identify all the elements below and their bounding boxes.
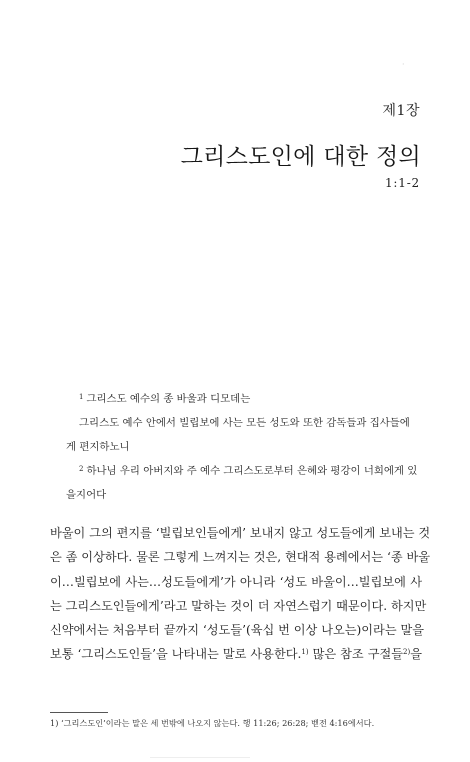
body-line: 이…빌립보에 사는…성도들에게’가 아니라 ‘성도 바울이…빌립보에 사: [50, 574, 422, 589]
scripture-line: [66, 387, 416, 411]
body-line: 바울이 그의 편지를 ‘빌립보인들에게’ 보내지 않고 성도들에게 보내는 것: [50, 526, 431, 540]
footnote-marker[interactable]: 2): [403, 648, 411, 657]
chapter-reference: 1:1-2: [384, 176, 420, 190]
body-line: 는 그리스도인들에게’라고 말하는 것이 더 자연스럽기 때문이다. 하지만: [50, 598, 427, 613]
scripture-text: 그리스도 예수 안에서 빌립보에 사는 모든 성도와 또한 감독들과 집사들에: [79, 417, 410, 429]
body-line: 신약에서는 처음부터 끝까지 ‘성도들’(육십 번 이상 나오는)이라는 말을: [50, 623, 425, 638]
scripture-line: [66, 435, 416, 459]
scripture-text: 게 편지하노니: [66, 441, 130, 453]
scripture-text: 하나님 우리 아버지와 주 예수 그리스도로부터 은혜와 평강이 너희에게 있: [86, 465, 418, 477]
body-line: 은 좀 이상하다. 물론 그렇게 느껴지는 것은, 현대적 용례에서는 ‘종 바울: [50, 550, 431, 565]
body-text-segment: 을: [410, 647, 422, 662]
verse-number: 2: [79, 465, 84, 473]
scripture-line: [66, 483, 416, 507]
page-bottom-divider: [150, 757, 250, 758]
footnote-divider: [50, 712, 108, 713]
scripture-line: [66, 459, 416, 483]
scripture-line: [66, 411, 416, 435]
scripture-text: 을지어다: [66, 489, 107, 501]
body-text-segment: 보통 ‘그리스도인들’을 나타내는 말로 사용한다.: [50, 647, 302, 662]
body-line-last: [50, 642, 422, 666]
chapter-title: 그리스도인에 대한 정의: [180, 144, 421, 170]
verse-number: 1: [79, 393, 84, 401]
scripture-passage: [66, 387, 416, 507]
footnote: 1) ‘그리스도인’이라는 말은 세 번밖에 나오지 않는다. 행 11:26; 26:28; 벧전 4:16에서다.: [50, 718, 375, 728]
page-corner-mark: ·: [402, 60, 405, 69]
body-paragraph: [50, 521, 431, 667]
chapter-label: 제1장: [382, 103, 420, 119]
body-text-segment: 많은 참조 구절들: [308, 647, 404, 662]
scripture-text: 그리스도 예수의 종 바울과 디모데는: [86, 393, 251, 405]
footnote-marker[interactable]: 1): [301, 648, 309, 657]
